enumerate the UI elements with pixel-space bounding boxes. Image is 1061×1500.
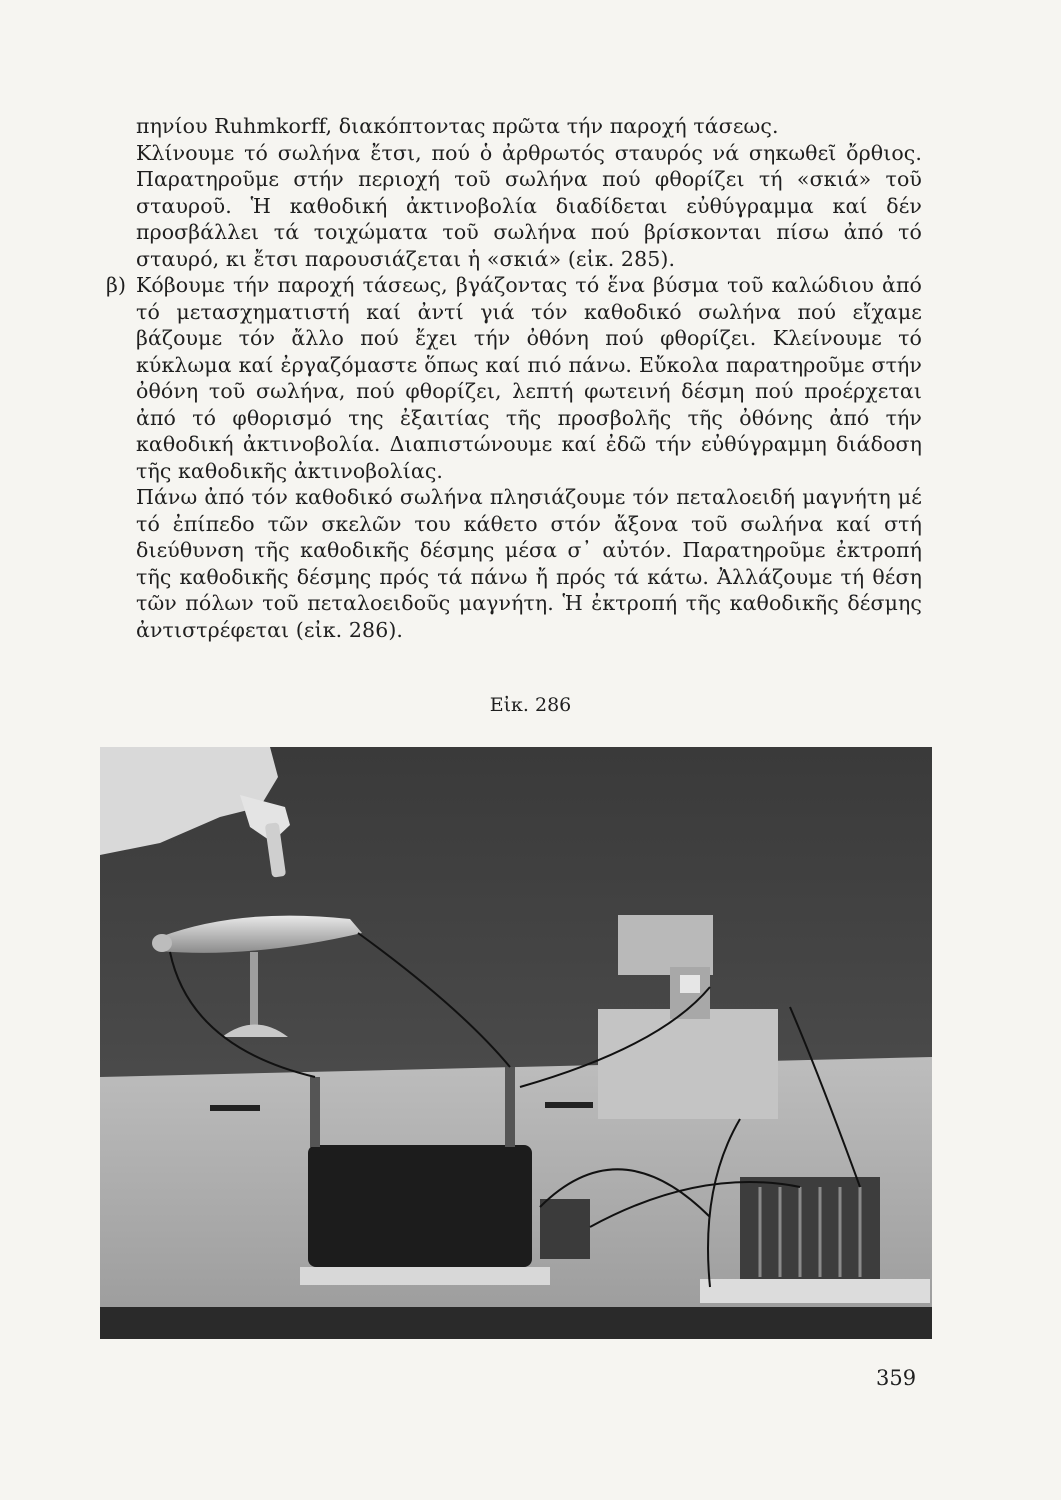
item-label: β) <box>106 273 127 297</box>
figure-photo <box>100 747 932 1339</box>
paragraph-screen-tube: Κόβουμε τήν παροχή τάσεως, βγάζοντας τό ἕνα βύσμα τοῦ καλώδιου ἀπό τό μετασχηματιστή καί ἀντί γιά τόν καθοδικό σωλήνα πού εἴχαμε βάζουμε τόν ἄλλο πού ἔχει τήν ὀθόνη πού φθορίζει. Κλείνουμε τό κύκλωμα καί ἐργαζόμαστε ὅπως καί πιό πάνω. Εὔκολα παρατηροῦμε στήν ὀθόνη τοῦ σωλήνα, πού φθορίζει, λεπτή φωτεινή δέσμη πού προέρχεται ἀπό τό φθορισμό της ἐξαιτίας τῆς προσβολῆς τῆς ὀθόνης ἀπό τήν καθοδική ἀκτινοβολία. Διαπιστώνουμε καί ἐδῶ τήν εὐθύγραμμη διάδοση τῆς καθοδικῆς ἀκτινοβολίας. <box>136 273 922 483</box>
body-text <box>106 113 922 643</box>
list-item-b <box>106 272 922 643</box>
ruhmkorff-coil <box>308 1145 532 1267</box>
paragraph-magnet: Πάνω ἀπό τόν καθοδικό σωλήνα πλησιάζουμε τόν πεταλοειδή μαγνήτη μέ τό ἐπίπεδο τῶν σκελῶν του κάθετο στόν ἄξονα τοῦ σωλήνα καί στή διεύθυνση τῆς καθοδικῆς δέσμης μέσα σ᾽ αὐτόν. Παρατηροῦμε ἐκτροπή τῆς καθοδικῆς δέσμης πρός τά πάνω ἤ πρός τά κάτω. Ἀλλάζουμε τή θέση τῶν πόλων τοῦ πεταλοειδοῦς μαγνήτη. Ἡ ἐκτροπή τῆς καθοδικῆς δέσμης ἀντιστρέφεται (εἰκ. 286). <box>136 485 922 642</box>
figure-caption: Εἰκ. 286 <box>489 694 572 716</box>
page-number: 359 <box>876 1366 917 1390</box>
paragraph-continuation: πηνίου Ruhmkorff, διακόπτοντας πρῶτα τήν παροχή τάσεως. <box>136 114 779 138</box>
paragraph-shadow-cross: Κλίνουμε τό σωλήνα ἔτσι, πού ὁ ἀρθρωτός σταυρός νά σηκωθεῖ ὄρθιος. Παρατηροῦμε στήν περιοχή τοῦ σωλήνα πού φθορίζει τή «σκιά» τοῦ σταυροῦ. Ἡ καθοδική ἀκτινοβολία διαδίδεται εὐθύγραμμα καί δέν προσβάλλει τά τοιχώματα τοῦ σωλήνα πού βρίσκονται πίσω ἀπό τό σταυρό, κι ἔτσι παρουσιάζεται ἡ «σκιά» (εἰκ. 285). <box>136 140 922 271</box>
transformer <box>598 1009 778 1119</box>
